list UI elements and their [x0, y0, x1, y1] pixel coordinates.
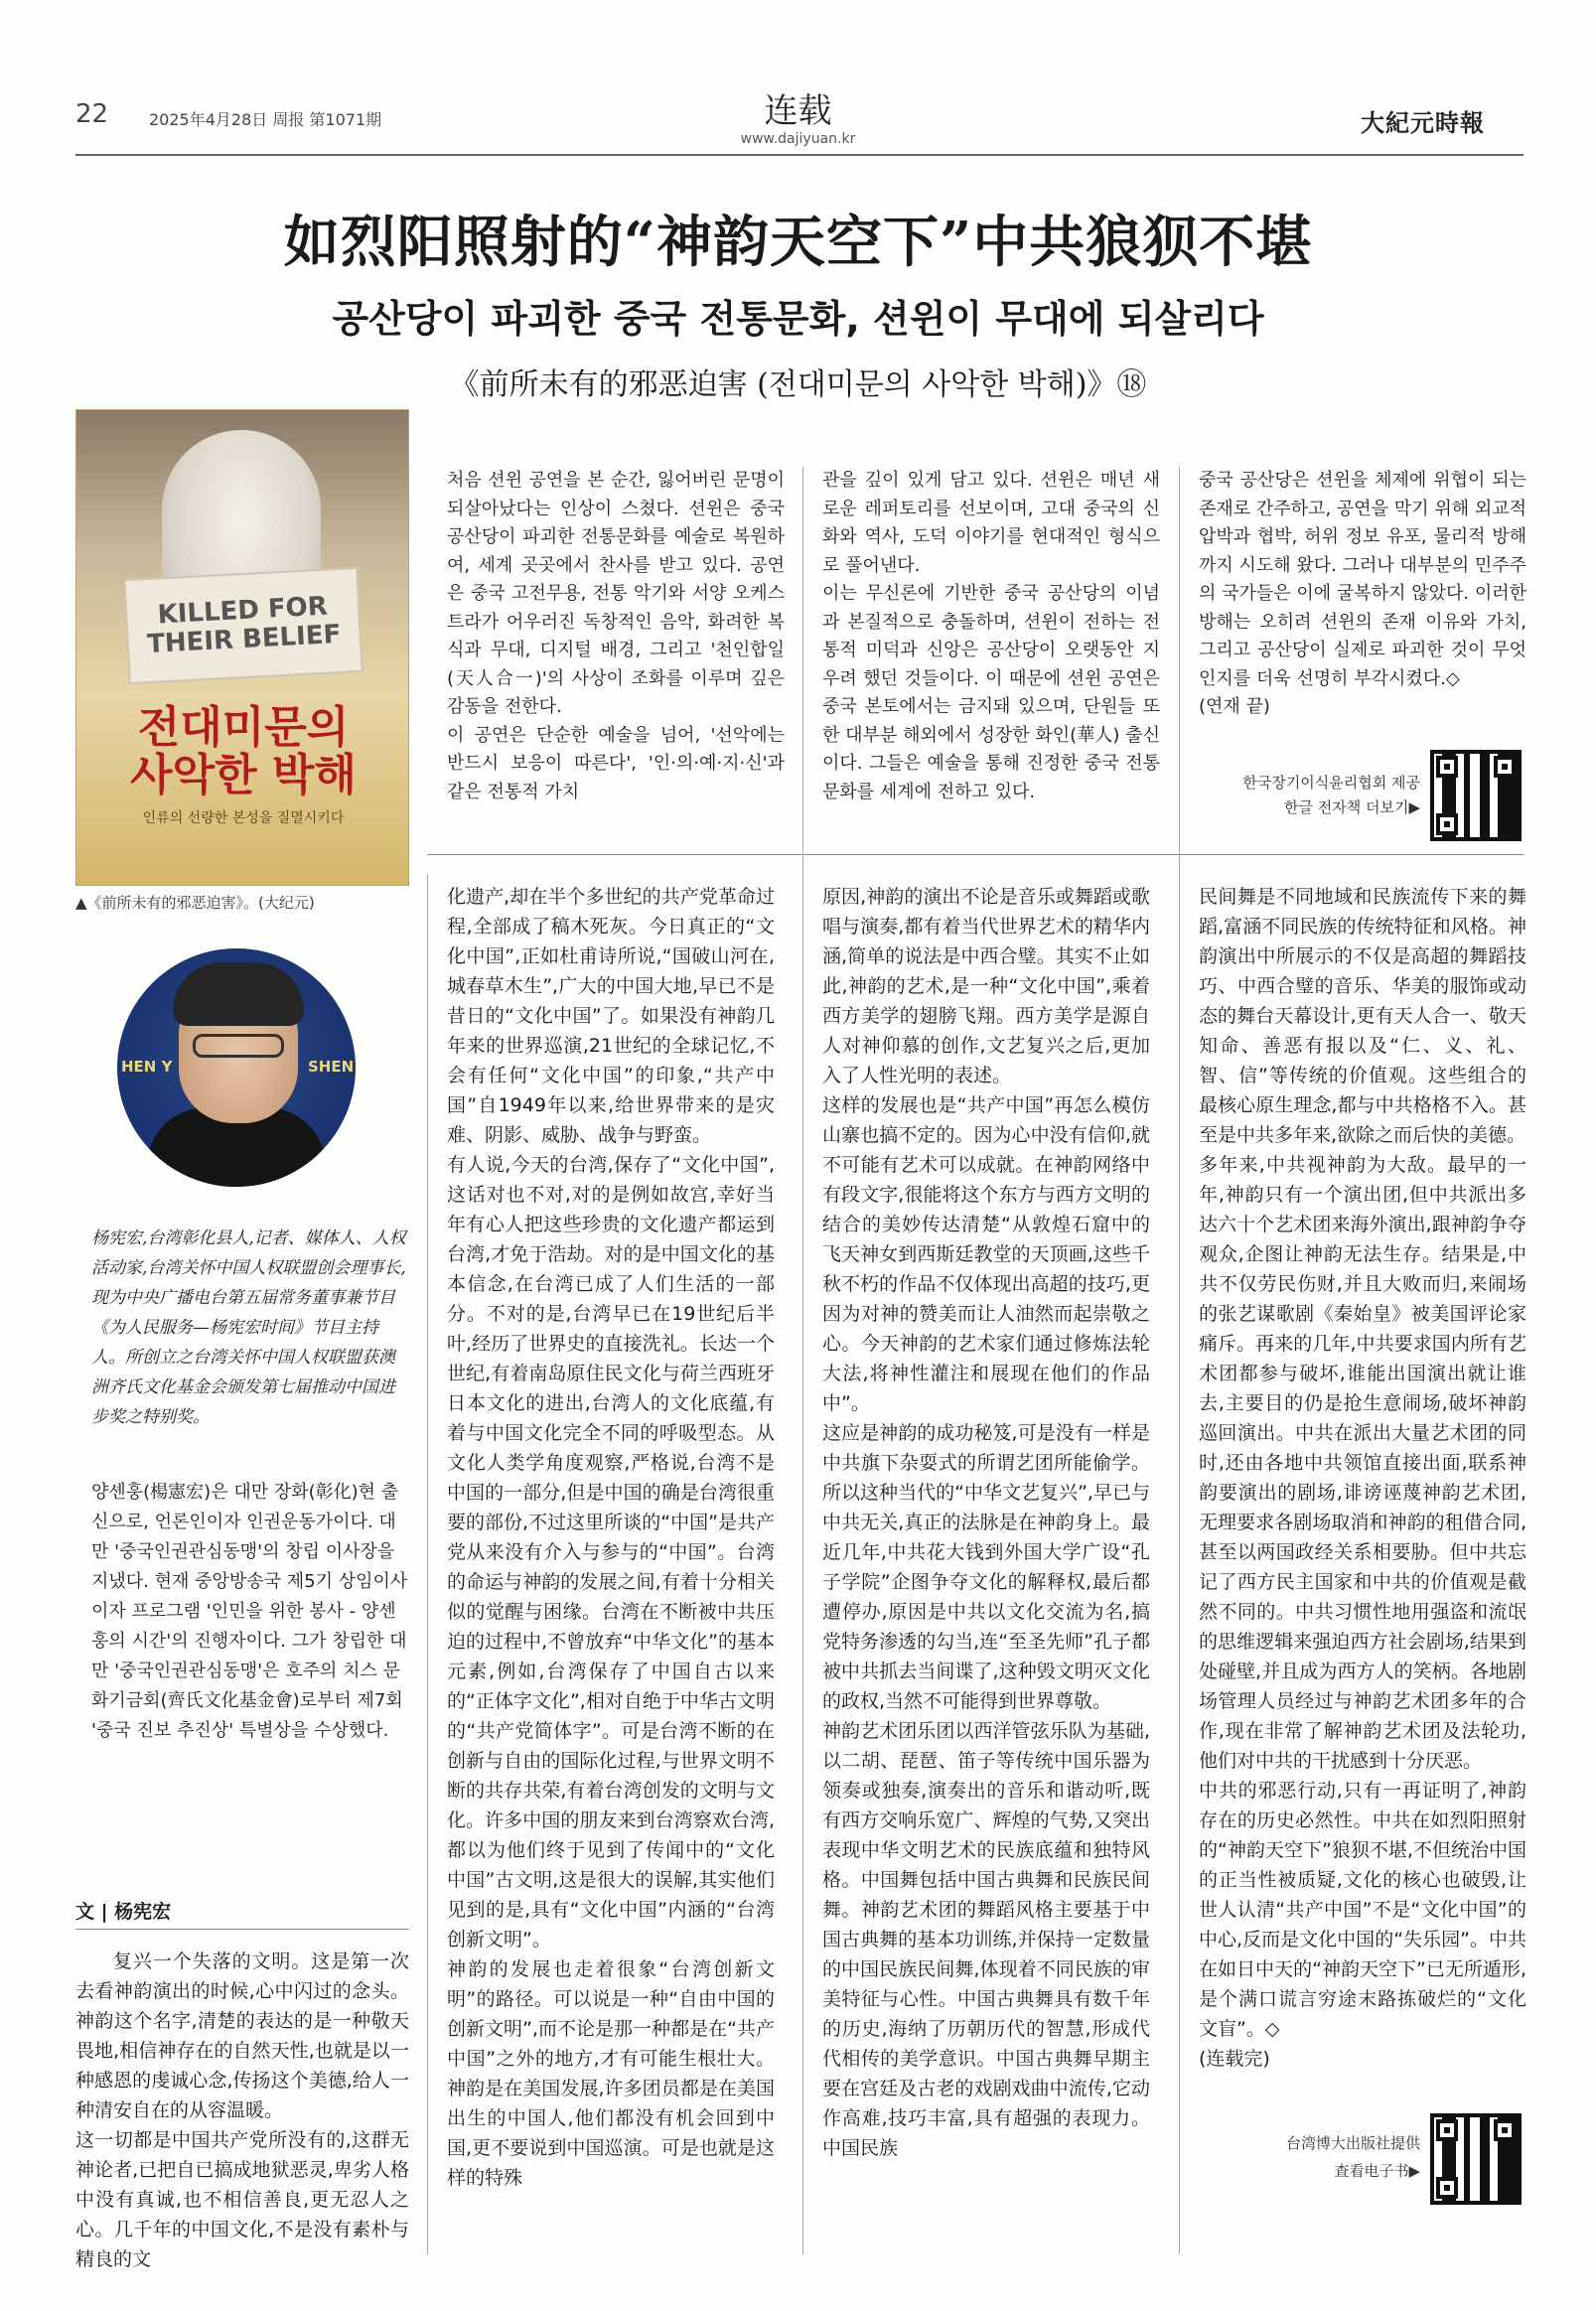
series-title: 《前所未有的邪恶迫害 (전대미문의 사악한 박해)》⑱ [449, 367, 1147, 402]
qr-code-icon[interactable] [1430, 750, 1522, 841]
glasses-icon [193, 1034, 284, 1058]
portrait-hair [173, 962, 304, 1026]
author-portrait [117, 948, 356, 1187]
sign-text-line2: THEIR BELIEF [146, 619, 343, 660]
cover-caption: ▲《前所未有的邪恶迫害》。(大纪元) [75, 894, 315, 912]
cover-title [76, 704, 409, 800]
cover-title-line1: 전대미문의 [137, 702, 350, 753]
book-cover-image [75, 409, 409, 886]
sign-text-line1: KILLED FOR [156, 591, 329, 631]
article-body-left: 复兴一个失落的文明。这是第一次去看神韵演出的时候,心中闪过的念头。神韵这个名字,清楚的表达的是一种敬天畏地,相信神存在的自然天性,也就是以一种感恩的虔诚心念,传扬这个美德,给人一种清安自在的从容温暖。 这一切都是中国共产党所没有的,这群无神论者,已把自已搞成地狱恶灵,卑劣人格中没有真诚,也不相信善良,更无忍人之心。几千年的中国文化,不是没有素朴与精良的文 [75, 1950, 409, 2270]
cover-subtitle: 인류의 선량한 본성을 질멸시키다 [142, 810, 345, 826]
section-divider [427, 854, 1523, 855]
article-subheadline: 공산당이 파괴한 중국 전통문화, 션윈이 무대에 되살리다 [332, 297, 1264, 341]
korean-text-column-3: 중국 공산당은 션윈을 체제에 위협이 되는 존재로 간주하고, 공연을 막기 위해 외교적 압박과 협박, 허위 정보 유포, 물리적 방해까지 시도해 왔다. 그러나 대부분의 민주주의 국가들은 이에 굴복하지 않았다. 이러한 방해는 오히려 션윈의 존재 이유와 가치, 그리고 공산당이 실제로 파괴한 것이 무엇인지를 더욱 선명히 부각시켰다.◇ (연재 끝) [1199, 470, 1526, 717]
author-bio-chinese: 杨宪宏,台湾彰化县人,记者、媒体人、人权活动家,台湾关怀中国人权联盟创会理事长,现为中央广播电台第五届常务董事兼节目《为人民服务—杨宪宏时间》节目主持人。所创立之台湾关怀中国人权联盟获澳洲齐氏文化基金会颁发第七届推动中国进步奖之特别奖。 [91, 1228, 406, 1427]
korean-ebook-credit: 한국장기이식윤리협회 제공 [1242, 774, 1420, 792]
section-title: 连载 [764, 91, 832, 131]
qr-corner [1436, 756, 1458, 778]
issue-date: 2025年4月28日 周报 第1071期 [149, 110, 382, 129]
backdrop-logo-left: HEN Y [121, 1058, 173, 1076]
page-number: 22 [75, 99, 109, 129]
column-divider [802, 467, 803, 2254]
chinese-text-column-2: 原因,神韵的演出不论是音乐或舞蹈或歌唱与演奏,都有着当代世界艺术的精华内涵,简单的说法是中西合璧。其实不止如此,神韵的艺术,是一种“文化中国”,乘着西方美学的翅膀飞翔。西方美学是源自人对神仰慕的创作,文艺复兴之后,更加入了人性光明的表述。 这样的发展也是“共产中国”再怎么模仿山寨也搞不定的。因为心中没有信仰,就不可能有艺术可以成就。在神韵网络中有段文字,很能将这个东方与西方文明的结合的美妙传达清楚“从敦煌石窟中的飞天神女到西斯廷教堂的天顶画,这些千秋不朽的作品不仅体现出高超的技巧,更因为对神的赞美而让人油然而起崇敬之心。今天神韵的艺术家们通过修炼法轮大法,将神性灌注和展现在他们的作品中”。 这应是神韵的成功秘笈,可是没有一样是中共旗下杂耍式的所谓艺团所能偷学。所以这种当代的“中华文艺复兴”,早已与中共无关,真正的法脉是在神韵身上。最近几年,中共花大钱到外国大学广设“孔子学院”企图争夺文化的解释权,最后都遭停办,原因是中共以文化交流为名,搞党特务渗透的勾当,连“至圣先师”孔子都被中共抓去当间谍了,这种毁文明灭文化的政权,当然不可能得到世界尊敬。 神韵艺术团乐团以西洋管弦乐队为基础,以二胡、琵琶、笛子等传统中国乐器为领奏或独奏,演奏出的音乐和谐动听,既有西方交响乐宽广、辉煌的气势,又突出表现中华文明艺术的民族底蕴和独特风格。中国舞包括中国古典舞和民族民间舞。神韵艺术团的舞蹈风格主要基于中国古典舞的基本功训练,并保持一定数量的中国民族民间舞,体现着不同民族的审美特征与心性。中国古典舞具有数千年的历史,海纳了历朝历代的智慧,形成代代相传的美学意识。中国古典舞早期主要在宫廷及古老的戏剧戏曲中流传,它动作高难,技巧丰富,具有超强的表现力。中国民族 [822, 886, 1150, 2159]
qr-corner [1494, 2119, 1516, 2141]
column-divider [1179, 467, 1180, 2254]
qr-corner [1494, 756, 1516, 778]
article-headline: 如烈阳照射的“神韵天空下”中共狼狈不堪 [283, 210, 1313, 275]
author-bio-korean: 양셴훙(楊憲宏)은 대만 장화(彰化)현 출신으로, 언론인이자 인권운동가이다. 대만 '중국인권관심동맹'의 창립 이사장을 지냈다. 현재 중앙방송국 제5기 상임이사이자 프로그램 '인민을 위한 봉사 - 양셴훙의 시간'의 진행자이다. 그가 창립한 대만 '중국인권관심동맹'은 호주의 치스 문화기금회(齊氏文化基金會)로부터 제7회 '중국 진보 추진상' 특별상을 수상했다. [91, 1482, 408, 1741]
qr-corner [1436, 2177, 1458, 2199]
korean-ebook-link[interactable]: 한글 전자책 더보기▶ [1284, 798, 1420, 816]
qr-corner [1436, 813, 1458, 835]
chinese-ebook-credit: 台湾博大出版社提供 [1285, 2134, 1420, 2152]
chinese-text-column-1: 化遗产,却在半个多世纪的共产党革命过程,全部成了稿木死灰。今日真正的“文化中国”,正如杜甫诗所说,“国破山河在,城春草木生”,广大的中国大地,早已不是昔日的“文化中国”了。如果没有神韵几年来的世界巡演,21世纪的全球记忆,不会有任何“文化中国”的印象,“共产中国”自1949年以来,给世界带来的是灾难、阴影、威胁、战争与野蛮。 有人说,今天的台湾,保存了“文化中国”,这话对也不对,对的是例如故宫,幸好当年有心人把这些珍贵的文化遗产都运到台湾,才免于浩劫。对的是中国文化的基本信念,在台湾已成了人们生活的一部分。不对的是,台湾早已在19世纪后半叶,经历了世界史的直接洗礼。长达一个世纪,有着南岛原住民文化与荷兰西班牙日本文化的进出,台湾人的文化底蕴,有着与中国文化完全不同的呼吸型态。从文化人类学角度观察,严格说,台湾不是中国的一部分,但是中国的确是台湾很重要的部份,不过这里所谈的“中国”是共产党从来没有介入与参与的“中国”。台湾的命运与神韵的发展之间,有着十分相关似的觉醒与困缘。台湾在不断被中共压迫的过程中,不曾放弃“中华文化”的基本元素,例如,台湾保存了中国自古以来的“正体字文化”,相对自绝于中华古文明的“共产党简体字”。可是台湾不断的在创新与自由的国际化过程,与世界文明不断的共存共荣,有着台湾创发的文明与文化。许多中国的朋友来到台湾察欢台湾,都以为他们终于见到了传闻中的“文化中国”古文明,这是很大的误解,其实他们见到的是,具有“文化中国”内涵的“台湾创新文明”。 神韵的发展也走着很象“台湾创新文明”的路径。可以说是一种“自由中国的创新文明”,而不论是那一种都是在“共产中国”之外的地方,才有可能生根壮大。神韵是在美国发展,许多团员都是在美国出生的中国人,他们都没有机会回到中国,更不要说到中国巡演。可是也就是这样的特殊 [447, 886, 775, 2189]
korean-text-column-2: 관을 깊이 있게 담고 있다. 션윈은 매년 새로운 레퍼토리를 선보이며, 고대 중국의 신화와 역사, 도덕 이야기를 현대적인 형식으로 풀어낸다. 이는 무신론에 기반한 중국 공산당의 이념과 본질적으로 충돌하며, 션윈이 전하는 전통적 미덕과 신앙은 공산당이 오랫동안 지우려 했던 것들이다. 이 때문에 션윈 공연은 중국 본토에서는 금지돼 있으며, 단원들 또한 대부분 해외에서 성장한 화인(華人) 출신이다. 그들은 예술을 통해 진정한 중국 전통문화를 세계에 전하고 있다. [822, 470, 1160, 802]
cover-title-line2: 사악한 박해 [130, 750, 357, 801]
qr-corner [1436, 2119, 1458, 2141]
masthead-logo: 大紀元時報 [1361, 108, 1485, 137]
byline-divider [75, 1929, 409, 1930]
backdrop-logo-right: SHEN [308, 1058, 355, 1076]
cover-protest-sign [123, 567, 363, 684]
column-divider [427, 874, 428, 2254]
korean-text-column-1: 처음 션윈 공연을 본 순간, 잃어버린 문명이 되살아났다는 인상이 스쳤다. 션윈은 중국 공산당이 파괴한 전통문화를 예술로 복원하여, 세계 곳곳에서 찬사를 받고 있다. 공연은 중국 고전무용, 전통 악기와 서양 오케스트라가 어우러진 독창적인 음악, 화려한 복식과 무대, 디지털 배경, 그리고 '천인합일(天人合一)'의 사상이 조화를 이루며 깊은 감동을 전한다. 이 공연은 단순한 예술을 넘어, '선악에는 반드시 보응이 따른다', '인·의·예·지·신'과 같은 전통적 가치 [447, 470, 785, 802]
qr-code-icon[interactable] [1430, 2113, 1522, 2205]
site-url[interactable]: www.dajiyuan.kr [740, 131, 856, 147]
header-divider [75, 154, 1523, 156]
chinese-text-column-3: 民间舞是不同地域和民族流传下来的舞蹈,富涵不同民族的传统特征和风格。神韵演出中所展示的不仅是高超的舞蹈技巧、中西合璧的音乐、华美的服饰或动态的舞台天幕设计,更有天人合一、敬天知命、善恶有报以及“仁、义、礼、智、信”等传统的价值观。这些组合的最核心原生理念,都与中共格格不入。甚至是中共多年来,欲除之而后快的美德。 多年来,中共视神韵为大敌。最早的一年,神韵只有一个演出团,但中共派出多达六十个艺术团来海外演出,跟神韵争夺观众,企图让神韵无法生存。结果是,中共不仅劳民伤财,并且大败而归,来闹场的张艺谋歌剧《秦始皇》被美国评论家痛斥。再来的几年,中共要求国内所有艺术团都参与破坏,谁能出国演出就让谁去,主要目的仍是抢生意闹场,破坏神韵巡回演出。中共在派出大量艺术团的同时,还由各地中共领馆直接出面,联系神韵要演出的剧场,诽谤诬蔑神韵艺术团,无理要求各剧场取消和神韵的租借合同,甚至以两国政经关系相要胁。但中共忘记了西方民主国家和中共的价值观是截然不同的。中共习惯性地用强盗和流氓的思维逻辑来强迫西方社会剧场,结果到处碰壁,并且成为西方人的笑柄。各地剧场管理人员经过与神韵艺术团多年的合作,现在非常了解神韵艺术团及法轮功,他们对中共的干扰感到十分厌恶。 中共的邪恶行动,只有一再证明了,神韵存在的历史必然性。中共在如烈阳照射的“神韵天空下”狼狈不堪,不但统治中国的正当性被质疑,文化的核心也破毁,让世人认清“共产中国”不是“文化中国”的中心,反而是文化中国的“失乐园”。中共在如日中天的“神韵天空下”已无所遁形,是个满口谎言穷途末路拣破烂的“文化文盲”。◇ (连载完) [1199, 886, 1526, 2070]
chinese-ebook-link[interactable]: 查看电子书▶ [1334, 2162, 1420, 2180]
byline: 文 | 杨宪宏 [75, 1901, 172, 1923]
